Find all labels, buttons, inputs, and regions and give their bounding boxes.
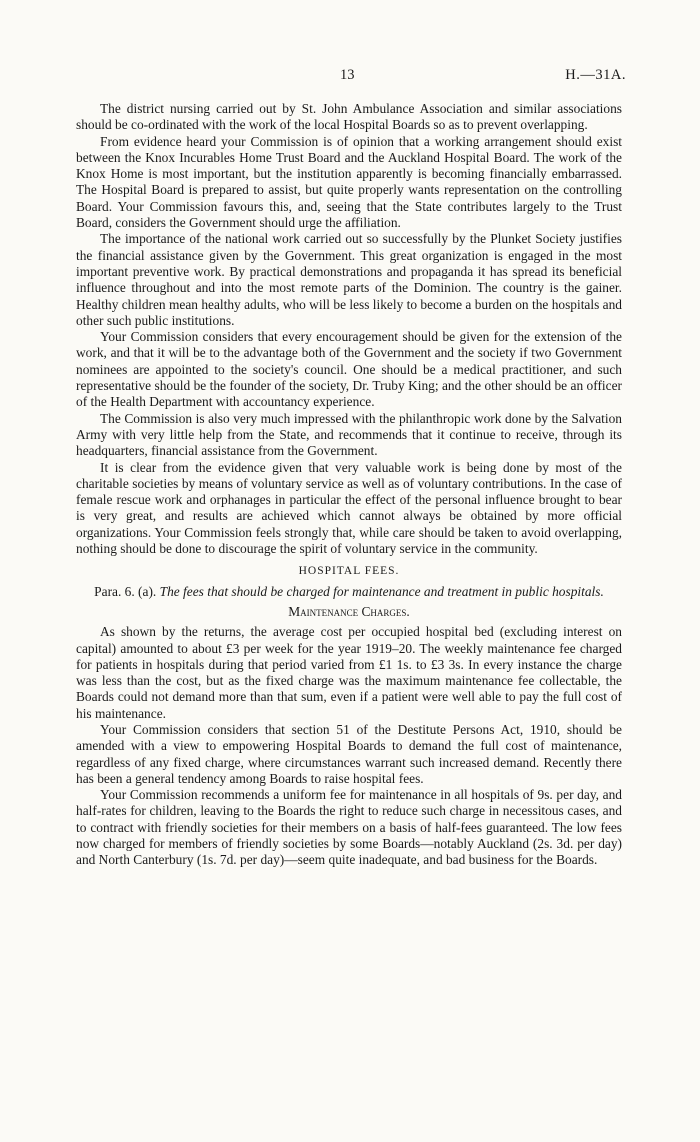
paragraph-knox-home: From evidence heard your Commission is of opinion that a working arrangement should exist between the Knox Incurables Home Trust Board and the Auckland Hospital Board. The work of the Knox Home is most important, but the institution apparently is becoming financially embarrassed. The Hospital Board is prepared to assist, but quite properly wants representation on the controlling Board. Your Commission favours this, and, seeing that the State contributes largely to the Trust Board, considers the Government should urge the affiliation. [76, 133, 622, 231]
page-number: 13 [340, 67, 355, 83]
document-reference: H.—31A. [565, 67, 626, 83]
subheading: Maintenance Charges. [288, 603, 410, 619]
page-header [0, 67, 700, 87]
paragraph-reference [76, 584, 622, 600]
paragraph-society-council: Your Commission considers that every encouragement should be given for the extension of the work, and that it will be to the advantage both of the Government and the society if two Government nominees are appointed to the society's council. One should be a medical practitioner, and such representative should be the founder of the society, Dr. Truby King; and the other should be an officer of the Health Department with accountancy experience. [76, 329, 622, 410]
paragraph-uniform-fee: Your Commission recommends a uniform fee for maintenance in all hospitals of 9s. per day, and half-rates for children, leaving to the Boards the right to reduce such charge in necessitous cases, and to contract with friendly societies for their members on a basis of half-fees guaranteed. The low fees now charged for members of friendly societies by some Boards—notably Auckland (2s. 3d. per day) and North Canterbury (1s. 7d. per day)—seem quite inadequate, and bad business for the Boards. [76, 787, 622, 868]
section-heading: HOSPITAL FEES. [298, 565, 400, 578]
paragraph-plunket-society: The importance of the national work carried out so successfully by the Plunket Society justifies the financial assistance given by the Government. This great organization is engaged in the most important preventive work. By practical demonstrations and propaganda it has spread its beneficial influence throughout and into the most remote parts of the Dominion. The country is the gainer. Healthy children mean healthy adults, who will be less likely to become a burden on the hospitals and other such public institutions. [76, 231, 622, 328]
paragraph-reference-title: The fees that should be charged for maintenance and treatment in public hospitals. [159, 583, 604, 599]
paragraph-reference-label: Para. 6. (a). [94, 583, 157, 599]
paragraph-average-cost: As shown by the returns, the average cost per occupied hospital bed (excluding interest on capital) amounted to about £3 per week for the year 1919–20. The weekly maintenance fee charged for patients in hospitals during that period varied from £1 1s. to £3 3s. In every instance the charge was less than the cost, but as the fixed charge was the maximum maintenance fee collectable, the Boards could not demand more than that sum, even if a patient were well able to pay the full cost of his maintenance. [76, 624, 622, 721]
page-content [76, 101, 622, 869]
paragraph-salvation-army: The Commission is also very much impressed with the philanthropic work done by the Salvation Army with very little help from the State, and recommends that it continue to receive, through its headquarters, financial assistance from the Government. [76, 410, 622, 459]
paragraph-destitute-persons-act: Your Commission considers that section 51 of the Destitute Persons Act, 1910, should be amended with a view to empowering Hospital Boards to demand the full cost of maintenance, regardless of any fixed charge, where circumstances warrant such increased demand. Recently there has been a general tendency among Boards to raise hospital fees. [76, 721, 622, 786]
paragraph-charitable-societies: It is clear from the evidence given that very valuable work is being done by most of the charitable societies by means of voluntary service as well as of voluntary contributions. In the case of female rescue work and orphanages in particular the effect of the personal influence brought to bear is very great, and results are achieved which cannot always be obtained by more official organizations. Your Commission feels strongly that, while care should be taken to avoid overlapping, nothing should be done to discourage the spirit of voluntary service in the community. [76, 459, 622, 557]
paragraph-district-nursing: The district nursing carried out by St. John Ambulance Association and similar associations should be co-ordinated with the work of the local Hospital Boards so as to prevent overlapping. [76, 101, 622, 133]
